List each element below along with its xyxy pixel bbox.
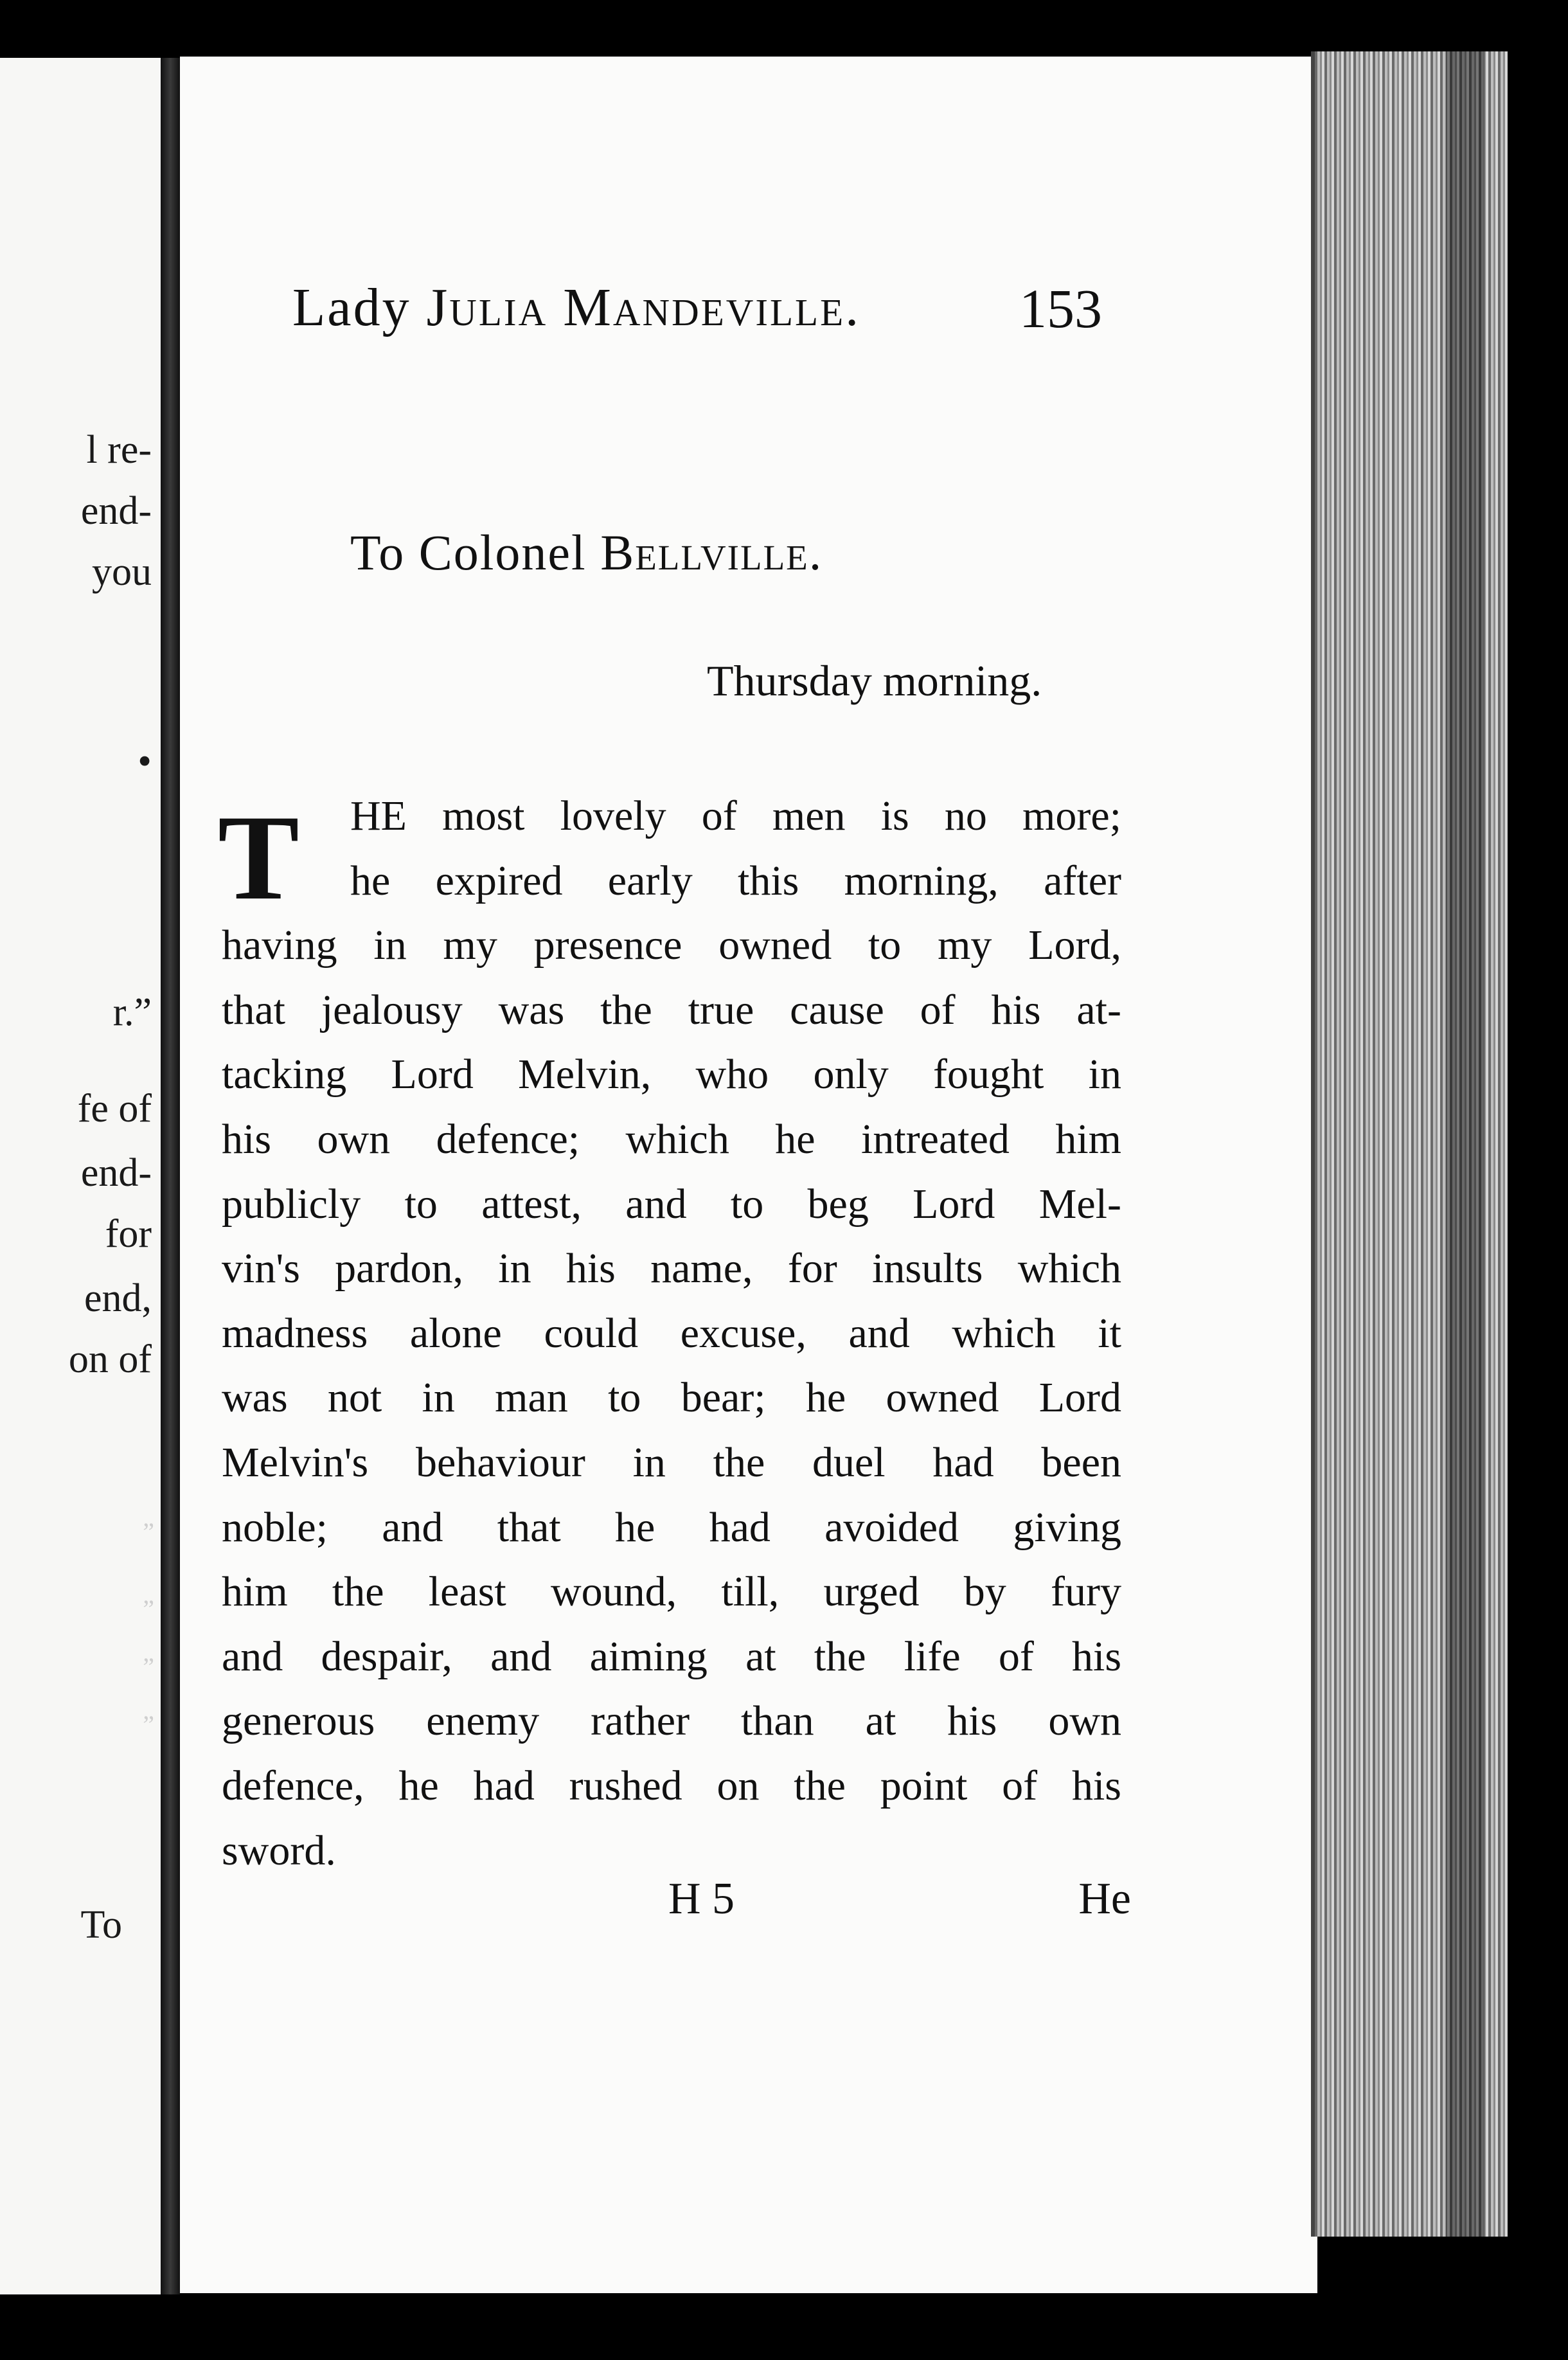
text-line: publicly to attest, and to beg Lord Mel- xyxy=(222,1180,1121,1228)
letter-body xyxy=(218,784,1121,1883)
text-line: HE most lovely of men is no more; xyxy=(350,792,1121,839)
left-fragment: end- xyxy=(80,1151,152,1195)
letter-heading-prefix: To Colonel xyxy=(350,524,587,580)
text-line: that jealousy was the true cause of his at- xyxy=(222,986,1121,1033)
page-number: 153 xyxy=(1019,278,1102,339)
running-title xyxy=(292,276,860,339)
left-page xyxy=(0,58,170,2294)
text-line: tacking Lord Melvin, who only fought in xyxy=(222,1051,1121,1098)
left-fragment: l re- xyxy=(86,428,152,472)
text-line: generous enemy rather than at his own xyxy=(222,1697,1121,1745)
running-title-prefix: Lady xyxy=(292,278,411,337)
faint-mark: ” xyxy=(143,1710,154,1739)
page-edges-shadow xyxy=(1446,51,1484,2237)
letter-heading-name: Bellville. xyxy=(600,524,823,580)
text-line: having in my presence owned to my Lord, xyxy=(222,922,1121,969)
left-fragment: fe of xyxy=(77,1087,152,1131)
faint-mark: ” xyxy=(143,1595,154,1623)
text-line: him the least wound, till, urged by fury xyxy=(222,1568,1121,1616)
signature-mark: H 5 xyxy=(668,1874,735,1924)
text-line: was not in man to bear; he owned Lord xyxy=(222,1374,1121,1422)
letter-heading xyxy=(350,524,823,582)
left-fragment: for xyxy=(105,1212,152,1256)
running-title-name-2: Mandeville. xyxy=(563,278,861,337)
left-fragment: on of xyxy=(68,1337,152,1381)
book-gutter xyxy=(161,58,180,2294)
left-fragment: • xyxy=(138,740,152,783)
left-fragment: end, xyxy=(84,1276,152,1320)
left-fragment: To xyxy=(80,1903,122,1947)
drop-cap: T xyxy=(218,791,299,925)
running-title-name-1: Julia xyxy=(426,278,548,337)
letter-dateline: Thursday morning. xyxy=(707,656,1042,705)
catchword: He xyxy=(1078,1874,1131,1924)
text-line: he expired early this morning, after xyxy=(350,857,1121,904)
faint-mark: ” xyxy=(143,1652,154,1681)
text-line: Melvin's behaviour in the duel had been xyxy=(222,1438,1121,1486)
text-line: madness alone could excuse, and which it xyxy=(222,1309,1121,1357)
text-line: defence, he had rushed on the point of his xyxy=(222,1762,1121,1809)
text-line: sword. xyxy=(222,1827,336,1874)
left-fragment: you xyxy=(92,550,152,594)
text-line: and despair, and aiming at the life of his xyxy=(222,1632,1121,1680)
page-footer xyxy=(668,1873,1131,1931)
text-line: vin's pardon, in his name, for insults which xyxy=(222,1245,1121,1292)
left-fragment: end- xyxy=(80,489,152,533)
left-fragment: r.” xyxy=(112,990,152,1034)
text-line: noble; and that he had avoided giving xyxy=(222,1503,1121,1551)
running-head xyxy=(292,276,1102,339)
text-line: his own defence; which he intreated him xyxy=(222,1115,1121,1163)
faint-mark: ” xyxy=(143,1517,154,1546)
